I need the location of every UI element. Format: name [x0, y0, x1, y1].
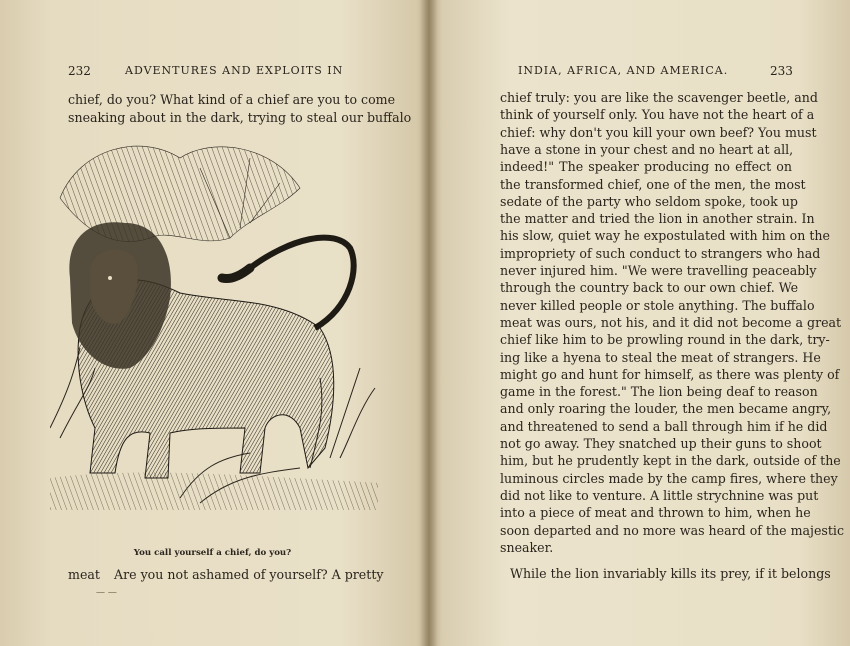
text-line: have a stone in your chest and no heart at all, [500, 141, 794, 157]
text-line: and only roaring the louder, the men became angry, [500, 401, 832, 417]
page-number-right: 233 [770, 64, 793, 78]
text-line: his slow, quiet way he expostulated with him on the [500, 228, 830, 244]
lion-engraving [50, 128, 378, 510]
text-line: not go away. They snatched up their guns to shoot [500, 436, 822, 451]
text-line: chief like him to be prowling round in the dark, try- [500, 332, 830, 348]
text-line: might go and hunt for himself, as there was plenty of [500, 366, 840, 382]
text-line: meat was ours, not his, and it did not become a great [500, 314, 842, 330]
text-line: soon departed and no more was heard of the majestic [500, 522, 845, 538]
text-line: sneaker. [500, 539, 554, 555]
text-line: luminous circles made by the camp fires, where they [500, 470, 838, 486]
text-line: chief, do you? What kind of a chief are you to come [68, 92, 396, 107]
text-line: game in the forest." The lion being deaf to reason [500, 384, 818, 400]
text-line: and threatened to send a ball through him if he did [500, 418, 828, 434]
text-line: never injured him. "We were travelling peaceably [500, 263, 817, 278]
running-head-left: ADVENTURES AND EXPLOITS IN [125, 64, 344, 77]
text-line: Are you not ashamed of yourself? A pretty [114, 567, 384, 582]
text-line: chief: why don't you kill your own beef? You must [500, 124, 817, 140]
text-line: into a piece of meat and thrown to him, when he [500, 505, 811, 521]
text-line: sneaking about in the dark, trying to steal our buffalo [68, 110, 412, 125]
running-head-right: INDIA, AFRICA, AND AMERICA. [518, 64, 729, 77]
page-number-left: 232 [68, 64, 91, 78]
text-line: impropriety of such conduct to strangers who had [500, 245, 821, 261]
text-line: him, but he prudently kept in the dark, outside of the [500, 453, 841, 469]
text-line: never killed people or stole anything. The buffalo [500, 297, 815, 313]
right-page [432, 0, 850, 646]
text-line: through the country back to our own chief. We [500, 280, 799, 296]
text-line: the matter and tried the lion in another strain. In [500, 211, 815, 227]
catchword: meat [68, 567, 100, 582]
text-line: sedate of the party who seldom spoke, took up [500, 193, 798, 209]
text-line: the transformed chief, one of the men, the most [500, 176, 806, 192]
text-line: did not like to venture. A little strychnine was put [500, 487, 819, 503]
text-line: chief truly: you are like the scavenger beetle, and [500, 90, 818, 105]
illustration-caption: You call yourself a chief, do you? [133, 548, 292, 558]
text-line: ing like a hyena to steal the meat of strangers. He [500, 349, 821, 365]
printer-mark: — — [96, 588, 117, 598]
text-line: indeed!" The speaker producing no effect on [500, 159, 792, 175]
text-line: While the lion invariably kills its prey, if it belongs [510, 566, 831, 582]
text-line: think of yourself only. You have not the heart of a [500, 107, 815, 123]
